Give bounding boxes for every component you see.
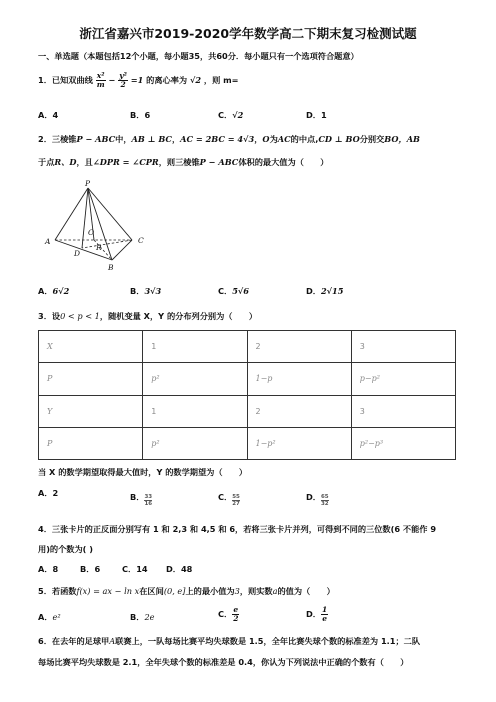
question-5: 5．若函数f(x) = ax − ln x在区间(0, e]上的最小值为3，则实数a的值为（ ） — [38, 586, 335, 596]
q4-option-d: D．48 — [166, 564, 193, 574]
q3-option-c: C． $\frac{55}{27}$ — [218, 492, 240, 507]
question-2-line-2: 于点R、D，且∠DPR = ∠CPR，则三棱锥P − ABC体积的最大值为（ ） — [38, 157, 329, 167]
label-o: O — [88, 228, 95, 237]
table-row: P p² 1−p² p²−p³ — [39, 427, 456, 459]
pyramid-figure — [40, 178, 160, 273]
question-2-line-1: 2．三棱锥P − ABC中，AB ⊥ BC，AC = 2BC = 4√3，O为AC的中点,CD ⊥ BO分别交BO，AB — [38, 134, 420, 144]
q1-option-c: C．√2 — [218, 110, 244, 120]
q4-option-c: C．14 — [122, 564, 148, 574]
table-row: Y 1 2 3 — [39, 395, 456, 427]
section-heading: 一、单选题（本题包括12个小题，每小题35，共60分．每小题只有一个选项符合题意） — [38, 51, 359, 61]
q1-mid: 的离心率为 — [146, 75, 188, 85]
q2-option-c: C．5√6 — [218, 286, 249, 296]
q5-option-a: A．e² — [38, 612, 61, 622]
q5-option-b: B．2e — [130, 612, 155, 622]
q2-option-d: D．2√15 — [306, 286, 344, 296]
label-b: B — [108, 263, 114, 272]
q1-eccentricity: √2 — [189, 75, 202, 85]
q2-option-a: A．6√2 — [38, 286, 70, 296]
label-c: C — [138, 236, 144, 245]
q4-option-a: A．8 — [38, 564, 59, 574]
question-6-line-2: 每场比赛平均失球数是 2.1，全年失球个数的标准差是 0.4，你认为下列说法中正确的个数有（ ） — [38, 657, 409, 667]
question-4-line-1: 4．三张卡片的正反面分别写有 1 和 2,3 和 4,5 和 6，若将三张卡片并列，可得到不同的三位数(6 不能作 9 — [38, 524, 437, 534]
q5-option-d: D． $\frac{1}{e}$ — [306, 605, 328, 623]
question-3: 3．设0 < p < 1，随机变量 X，Y 的分布列分别为（ ） — [38, 311, 258, 321]
edge-bc — [112, 240, 132, 260]
q1-option-b: B．6 — [130, 110, 151, 120]
label-r: R — [96, 243, 102, 252]
q1-prefix: 1．已知双曲线 — [38, 75, 93, 85]
q1-fraction-x: $\frac{\text{x²}}{m}$ — [96, 71, 105, 89]
table-row: X 1 2 3 — [39, 331, 456, 363]
q1-minus: − — [108, 75, 116, 85]
edge-pa — [55, 188, 88, 240]
q4-option-b: B．6 — [80, 564, 101, 574]
edge-pc — [88, 188, 132, 240]
edge-pd — [82, 188, 88, 248]
distribution-table — [38, 330, 456, 460]
label-a: A — [45, 237, 51, 246]
q5-option-c: C． $\frac{e}{2}$ — [218, 605, 239, 623]
q2-option-b: B．3√3 — [130, 286, 162, 296]
q3-option-b: B． $\frac{33}{16}$ — [130, 492, 153, 507]
q3-option-a: A．2 — [38, 488, 59, 498]
question-4-line-2: 用)的个数为( ) — [38, 544, 94, 554]
table-row: P p² 1−p p−p² — [39, 363, 456, 395]
question-1 — [38, 72, 239, 89]
q1-option-a: A．4 — [38, 110, 59, 120]
question-6-line-1: 6．在去年的足球甲A联赛上，一队每场比赛平均失球数是 1.5，全年比赛失球个数的标准差为 1.1；二队 — [38, 636, 421, 646]
label-p: P — [85, 179, 91, 188]
label-d: D — [74, 249, 81, 258]
question-3-followup: 当 X 的数学期望取得最大值时，Y 的数学期望为（ ） — [38, 467, 248, 477]
q1-suffix: ，则 m= — [203, 75, 239, 85]
q1-fraction-y: $\frac{\text{y²}}{2}$ — [119, 71, 127, 89]
q1-option-d: D．1 — [306, 110, 327, 120]
page-title: 浙江省嘉兴市2019-2020学年数学高二下期末复习检测试题 — [79, 26, 417, 41]
q1-equals: =1 — [130, 75, 144, 85]
q3-option-d: D． $\frac{65}{32}$ — [306, 492, 329, 507]
